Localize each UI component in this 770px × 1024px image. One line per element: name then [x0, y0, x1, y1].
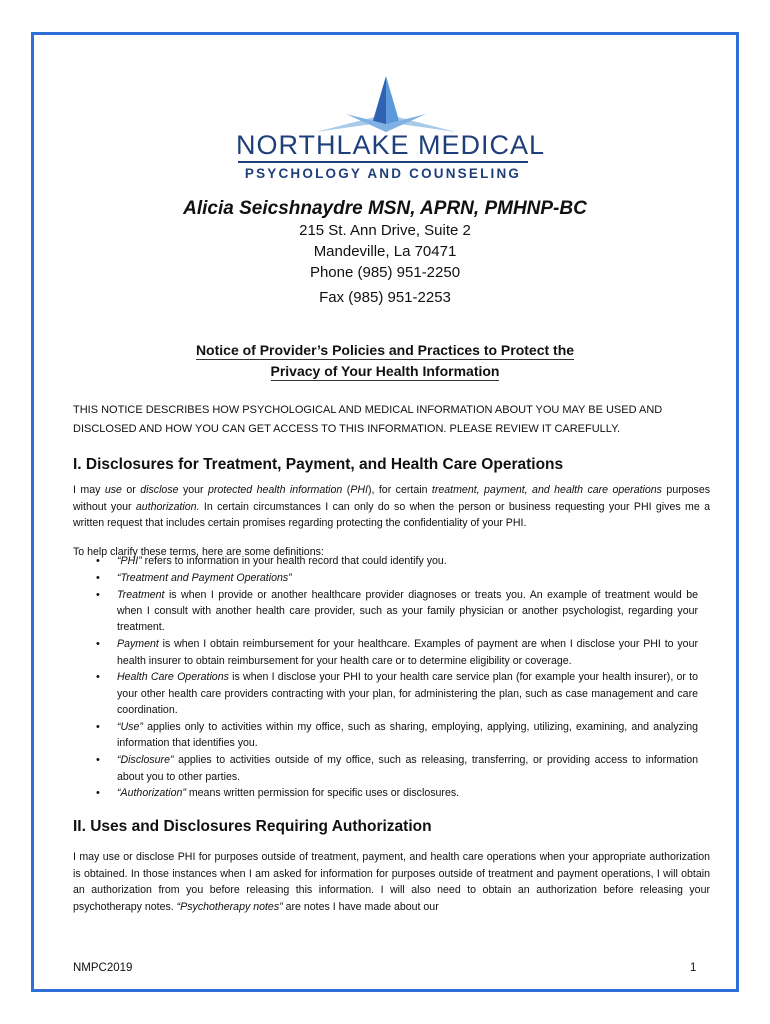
list-item: • “Use” applies only to activities within my office, such as sharing, employing, applying, utilizing, examining, and analyzing information that identifies you.: [96, 719, 698, 752]
notice-caps-line-2: DISCLOSED AND HOW YOU CAN GET ACCESS TO THIS INFORMATION. PLEASE REVIEW IT CAREFULLY.: [73, 423, 621, 435]
list-item: • Health Care Operations is when I disclose your PHI to your health care service plan (for example your health insurer), or to your other health care providers contracting with your plan, for administering the plan, such as case management and care coordination.: [96, 669, 698, 718]
notice-title-line-1: Notice of Provider’s Policies and Practices to Protect the: [195, 342, 575, 358]
fax-number: Fax (985) 951-2253: [319, 289, 451, 306]
list-item: • “Disclosure” applies to activities outside of my office, such as releasing, transferring, or providing access to information about you to other parties.: [96, 752, 698, 785]
notice-title-line-2: Privacy of Your Health Information: [270, 363, 500, 379]
footer-document-code: NMPC2019: [73, 962, 133, 974]
page-number: 1: [690, 962, 697, 974]
section-1-heading: I. Disclosures for Treatment, Payment, and Health Care Operations: [73, 456, 564, 473]
section-2-heading: II. Uses and Disclosures Requiring Authorization: [73, 818, 432, 835]
logo-star-icon: [236, 74, 530, 134]
list-item: • “Treatment and Payment Operations”: [96, 570, 698, 586]
phone-number: Phone (985) 951-2250: [309, 264, 461, 281]
northlake-logo: [236, 74, 546, 181]
list-item: • “Authorization” means written permission for specific uses or disclosures.: [96, 785, 698, 801]
list-item: • Payment is when I obtain reimbursement for your healthcare. Examples of payment are when I disclose your PHI to your health insurer to obtain reimbursement for your health care or to determine eligibility or coverage.: [96, 636, 698, 669]
list-item: • Treatment is when I provide or another healthcare provider diagnoses or treats you. An example of treatment would be when I consult with another health care provider, such as your family physician or another psychologist, regarding your treatment.: [96, 587, 698, 636]
logo-divider: [238, 161, 528, 163]
notice-caps-line-1: THIS NOTICE DESCRIBES HOW PSYCHOLOGICAL AND MEDICAL INFORMATION ABOUT YOU MAY BE USED AND: [73, 404, 663, 416]
logo-name: NORTHLAKE MEDICAL: [236, 130, 546, 160]
address-line-2: Mandeville, La 70471: [313, 243, 457, 260]
provider-name: Alicia Seicshnaydre MSN, APRN, PMHNP-BC: [183, 198, 587, 219]
definitions-lead: To help clarify these terms, here are some definitions:: [73, 546, 324, 558]
section-2-paragraph: I may use or disclose PHI for purposes outside of treatment, payment, and health care operations when your appropriate authorization is obtained. In those instances when I am asked for information for purposes outside of treatment and payment operations, I will obtain an authorization from you before releasing this information. I will also need to obtain an authorization before releasing your psychotherapy notes. “Psychotherapy notes” are notes I have made about our: [73, 851, 710, 913]
definitions-list: [96, 553, 698, 802]
logo-tagline: PSYCHOLOGY AND COUNSELING: [244, 166, 522, 181]
section-1-paragraph: I may use or disclose your protected health information (PHI), for certain treatment, payment, and health care operations purposes without your authorization. In certain circumstances I can only do so when the person or business requesting your PHI gives me a written request that includes certain promises regarding protecting the confidentiality of your PHI.: [73, 484, 711, 530]
list-item: • “PHI” refers to information in your health record that could identify you.: [96, 553, 698, 569]
address-line-1: 215 St. Ann Drive, Suite 2: [299, 222, 471, 239]
